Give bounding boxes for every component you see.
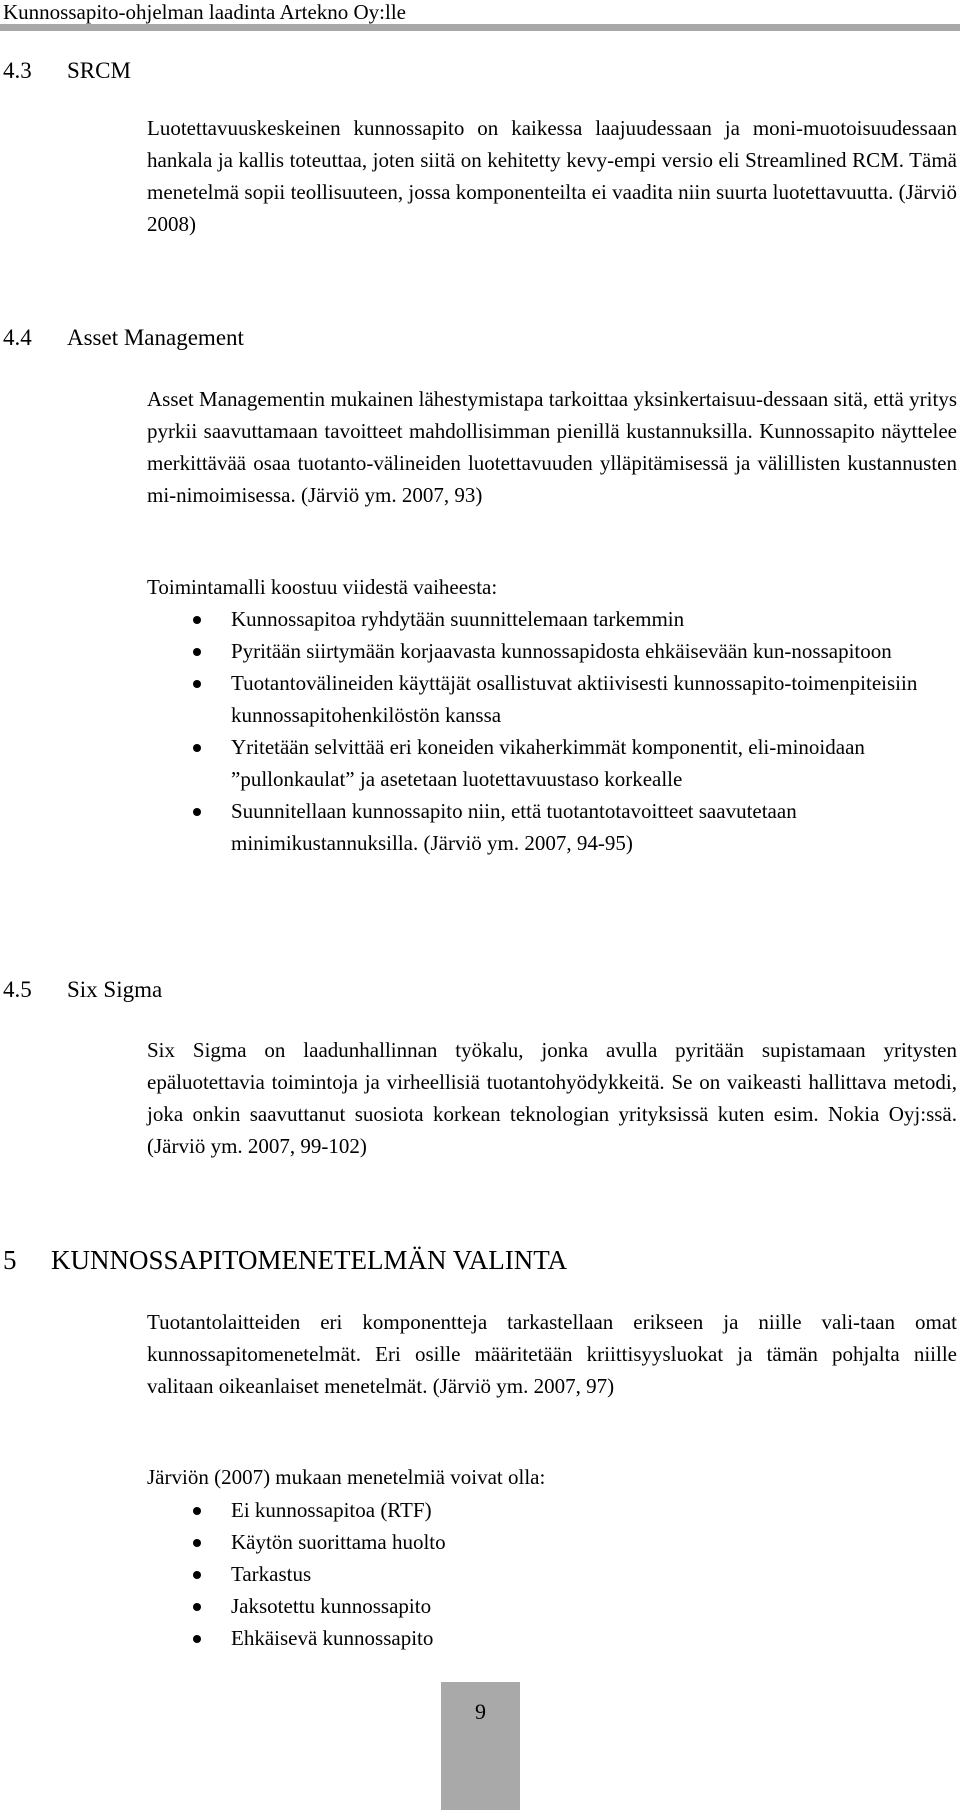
section-number: 4.5 xyxy=(3,977,32,1002)
bullet-icon xyxy=(193,648,201,656)
paragraph-srcm: Luotettavuuskeskeinen kunnossapito on kaikessa laajuudessaan ja moni-muotoisuudessaan hankala ja kallis toteuttaa, joten siitä on kehitetty kevy-empi versio eli Streamlined RCM. Tämä menetelmä sopii teollisuuteen, jossa komponenteilta ei vaadita niin suurta luotettavuutta. (Järviö 2008) xyxy=(147,116,957,236)
section-heading-six-sigma xyxy=(3,976,162,1004)
section-number: 4.4 xyxy=(3,325,32,350)
list-item: Tarkastus xyxy=(147,1558,957,1590)
list-item: Ei kunnossapitoa (RTF) xyxy=(147,1494,957,1526)
paragraph-chapter-5: Tuotantolaitteiden eri komponentteja tarkastellaan erikseen ja niille vali-taan omat kunnossapitomenetelmät. Eri osille määritetään kriittisyysluokat ja tämän pohjalta niille valitaan oikeanlaiset menetelmät. (Järviö ym. 2007, 97) xyxy=(147,1310,957,1398)
section-heading-asset-management xyxy=(3,324,244,352)
bullet-icon xyxy=(193,808,201,816)
page-header xyxy=(0,0,960,26)
bullet-icon xyxy=(193,1507,201,1515)
list-item: Tuotantovälineiden käyttäjät osallistuvat aktiivisesti kunnossapito-toimenpiteisiin kunnossapitohenkilöstön kanssa xyxy=(147,667,957,731)
paragraph-six-sigma: Six Sigma on laadunhallinnan työkalu, jonka avulla pyritään supistamaan yritysten epäluotettavia toimintoja ja virheellisiä tuotantohyödykkeitä. Se on vaikeasti hallittava metodi, joka onkin saavuttanut suosiota korkean teknologian yrityksissä kuten esim. Nokia Oyj:ssä. (Järviö ym. 2007, 99-102) xyxy=(147,1038,957,1158)
list-item: Kunnossapitoa ryhdytään suunnittelemaan tarkemmin xyxy=(147,603,957,635)
page-number-box xyxy=(441,1682,520,1810)
list-intro-methods: Järviön (2007) mukaan menetelmiä voivat olla: xyxy=(147,1465,546,1489)
bullet-icon xyxy=(193,1603,201,1611)
section-title: SRCM xyxy=(67,58,131,83)
section-title: Asset Management xyxy=(67,325,244,350)
section-title: Six Sigma xyxy=(67,977,163,1002)
list-methods xyxy=(147,1494,957,1654)
section-number: 4.3 xyxy=(3,58,32,83)
bullet-icon xyxy=(193,616,201,624)
list-item: Ehkäisevä kunnossapito xyxy=(147,1622,957,1654)
list-intro-asset: Toimintamalli koostuu viidestä vaiheesta: xyxy=(147,575,498,599)
bullet-icon xyxy=(193,1539,201,1547)
section-heading-srcm xyxy=(3,57,131,85)
bullet-icon xyxy=(193,1571,201,1579)
header-rule xyxy=(0,24,960,31)
page-number: 9 xyxy=(475,1699,486,1724)
bullet-icon xyxy=(193,680,201,688)
list-item: Suunnitellaan kunnossapito niin, että tuotantotavoitteet saavutetaan minimikustannuksilla. (Järviö ym. 2007, 94-95) xyxy=(147,795,957,859)
list-item: Käytön suorittama huolto xyxy=(147,1526,957,1558)
list-item: Jaksotettu kunnossapito xyxy=(147,1590,957,1622)
list-item: Yritetään selvittää eri koneiden vikaherkimmät komponentit, eli-minoidaan ”pullonkaulat” ja asetetaan luotettavuustaso korkealle xyxy=(147,731,957,795)
paragraph-asset-management: Asset Managementin mukainen lähestymistapa tarkoittaa yksinkertaisuu-dessaan sitä, että yritys pyrkii saavuttamaan tavoitteet mahdollisimman pienillä kustannuksilla. Kunnossapito näyttelee merkittävää osaa tuotanto-välineiden luotettavuuden ylläpitämisessä ja välillisten kustannusten mi-nimoimisessa. (Järviö ym. 2007, 93) xyxy=(147,387,957,507)
chapter-number: 5 xyxy=(3,1245,17,1275)
list-asset-phases xyxy=(147,603,957,859)
chapter-heading-5 xyxy=(3,1244,567,1276)
header-title: Kunnossapito-ohjelman laadinta Artekno Oy:lle xyxy=(3,0,406,24)
list-item: Pyritään siirtymään korjaavasta kunnossapidosta ehkäisevään kun-nossapitoon xyxy=(147,635,957,667)
bullet-icon xyxy=(193,1635,201,1643)
chapter-title: KUNNOSSAPITOMENETELMÄN VALINTA xyxy=(51,1245,568,1275)
bullet-icon xyxy=(193,744,201,752)
